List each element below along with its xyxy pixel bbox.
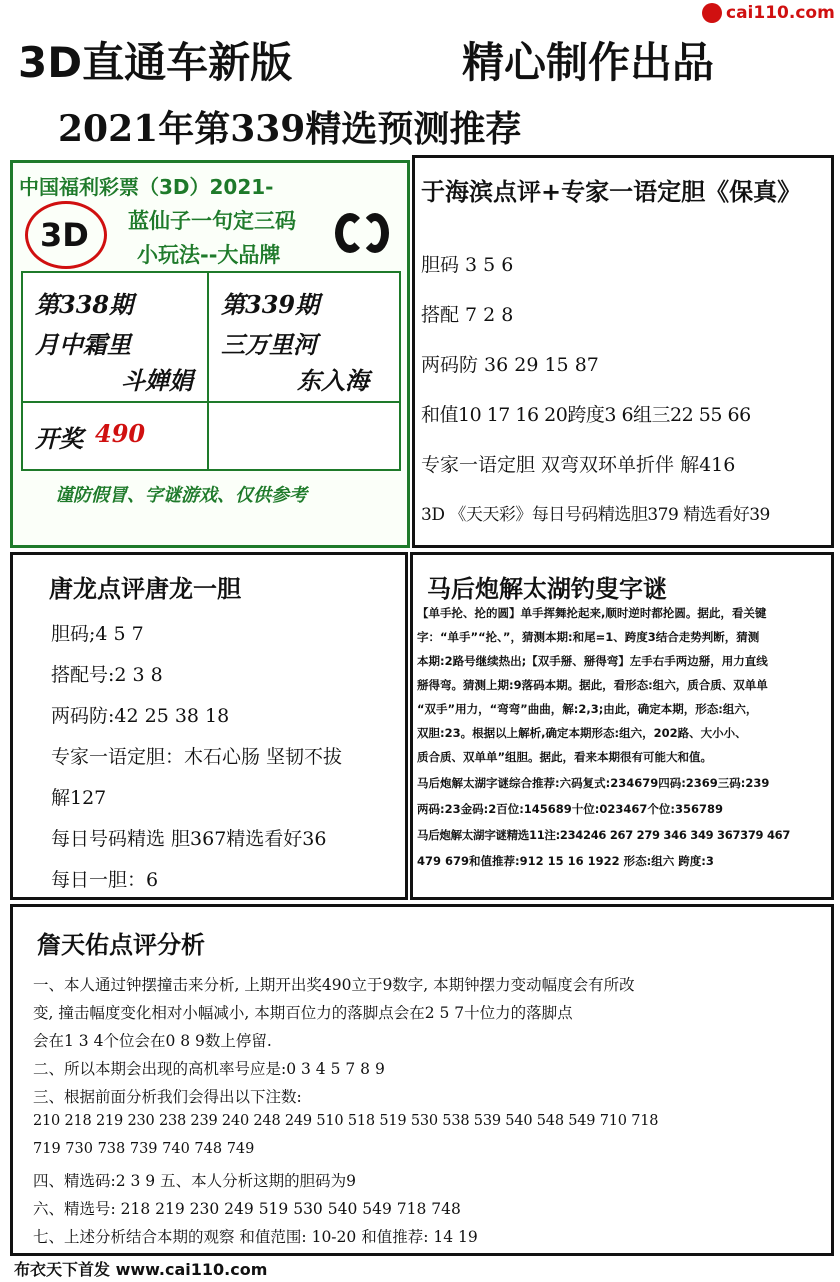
ticket-slogan-1: 蓝仙子一句定三码 bbox=[128, 209, 296, 233]
prev-issue: 第338期 bbox=[35, 290, 134, 319]
yu-line: 两码防 36 29 15 87 bbox=[421, 354, 599, 376]
watermark bbox=[700, 0, 840, 26]
zhan-line: 六、精选号: 218 219 230 249 519 530 540 549 718 748 bbox=[33, 1200, 461, 1218]
tang-title: 唐龙点评唐龙一胆 bbox=[49, 575, 241, 603]
zhan-line: 210 218 219 230 238 239 240 248 249 510 518 519 530 538 539 540 548 549 710 718 bbox=[33, 1113, 659, 1129]
zhan-line: 七、上述分析结合本期的观察 和值范围: 10-20 和值推荐: 14 19 bbox=[33, 1228, 478, 1246]
tang-lines bbox=[51, 619, 401, 889]
riddle-grid bbox=[21, 271, 401, 471]
zhan-line: 三、根据前面分析我们会得出以下注数: bbox=[33, 1088, 302, 1106]
draw-value: 490 bbox=[95, 419, 146, 448]
draw-label: 开奖 bbox=[35, 424, 83, 453]
tang-line: 搭配号:2 3 8 bbox=[51, 664, 163, 686]
tang-line: 每日一胆：6 bbox=[51, 869, 159, 891]
prev-riddle-line2: 斗婵娟 bbox=[121, 366, 193, 395]
ma-lines bbox=[417, 605, 831, 895]
tang-line: 专家一语定胆：木石心肠 坚韧不拔 bbox=[51, 746, 343, 768]
ma-line: 马后炮解太湖字谜精选11注:234246 267 279 346 349 367379 467 bbox=[417, 828, 791, 842]
ma-section bbox=[410, 552, 834, 900]
zhan-line: 会在1 3 4个位会在0 8 9数上停留. bbox=[33, 1032, 272, 1050]
zhan-line: 二、所以本期会出现的高机率号应是:0 3 4 5 7 8 9 bbox=[33, 1060, 385, 1078]
page-footer: 布衣天下首发 www.cai110.com bbox=[14, 1260, 268, 1279]
ticket-top-title: 中国福利彩票（3D）2021- bbox=[19, 175, 274, 199]
yu-line: 3D 《天天彩》每日号码精选胆379 精选看好39 bbox=[421, 505, 770, 525]
ticket-slogan-2: 小玩法--大品牌 bbox=[137, 243, 281, 267]
zhan-lines bbox=[33, 973, 829, 1253]
zhan-line: 一、本人通过钟摆撞击来分析, 上期开出奖490立于9数字, 本期钟摆力变动幅度会有所改 bbox=[33, 976, 635, 994]
zhan-line: 719 730 738 739 740 748 749 bbox=[33, 1141, 255, 1157]
ma-line: 【单手抡、抡的圆】单手挥舞抡起来,顺时逆时都抡圆。据此，看关键 bbox=[417, 606, 767, 620]
tang-line: 解127 bbox=[51, 787, 107, 809]
ticket-logo-text: 3D bbox=[40, 216, 89, 254]
ticket-footer: 谨防假冒、字谜游戏、仅供参考 bbox=[55, 485, 307, 506]
yu-line: 胆码 3 5 6 bbox=[421, 254, 514, 276]
ma-line: 马后炮解太湖字谜综合推荐:六码复式:234679四码:2369三码:239 bbox=[417, 776, 770, 790]
ma-line: 质合质、双单单”组胆。据此，看来本期很有可能大和值。 bbox=[417, 750, 713, 764]
yu-line: 专家一语定胆 双弯双环单折伴 解416 bbox=[421, 454, 736, 476]
zhan-line: 四、精选码:2 3 9 五、本人分析这期的胆码为9 bbox=[33, 1172, 356, 1190]
yu-section bbox=[412, 155, 834, 548]
watermark-logo-icon bbox=[702, 3, 722, 23]
ma-line: 字：“单手”“抡、”，猜测本期:和尾=1、跨度3结合走势判断，猜测 bbox=[417, 630, 760, 644]
tang-line: 两码防:42 25 38 18 bbox=[51, 705, 230, 727]
zhan-line: 变, 撞击幅度变化相对小幅减小, 本期百位力的落脚点会在2 5 7十位力的落脚点 bbox=[33, 1004, 573, 1022]
yu-title: 于海滨点评+专家一语定胆《保真》 bbox=[421, 178, 802, 206]
ma-title: 马后炮解太湖钓叟字谜 bbox=[427, 575, 667, 603]
tang-line: 每日号码精选 胆367精选看好36 bbox=[51, 828, 327, 850]
ma-line: “双手”用力，“弯弯”曲曲，解:2,3;由此，确定本期，形态:组六， bbox=[417, 702, 758, 716]
tang-section bbox=[10, 552, 408, 900]
ticket-panel bbox=[10, 160, 410, 548]
cur-riddle-line1: 三万里河 bbox=[221, 330, 317, 359]
header-left-title: 3D直通车新版 bbox=[18, 38, 293, 87]
ma-line: 掰得弯。猜测上期:9落码本期。据此，看形态:组六，质合质、双单单 bbox=[417, 678, 768, 692]
ma-line: 两码:23金码:2百位:145689十位:023467个位:356789 bbox=[417, 802, 724, 816]
ma-line: 本期:2路号继续热出;【双手掰、掰得弯】左手右手两边掰，用力直线 bbox=[417, 654, 768, 668]
ma-line: 双胆:23。根据以上解析,确定本期形态:组六，202路、大小小、 bbox=[417, 726, 747, 740]
header-right-title: 精心制作出品 bbox=[462, 38, 715, 87]
zhan-title: 詹天佑点评分析 bbox=[37, 931, 205, 959]
tang-line: 胆码;4 5 7 bbox=[51, 623, 144, 645]
yu-line: 搭配 7 2 8 bbox=[421, 304, 514, 326]
watermark-site: cai110.com bbox=[726, 3, 835, 23]
cur-issue: 第339期 bbox=[221, 290, 320, 319]
prev-riddle-line1: 月中霜里 bbox=[35, 330, 131, 359]
zhan-section bbox=[10, 904, 834, 1256]
lottery-brand-icon bbox=[335, 209, 393, 259]
yu-line: 和值10 17 16 20跨度3 6组三22 55 66 bbox=[421, 404, 751, 426]
ma-line: 479 679和值推荐:912 15 16 1922 形态:组六 跨度:3 bbox=[417, 854, 714, 868]
header-subtitle: 2021年第339精选预测推荐 bbox=[58, 108, 522, 150]
cur-riddle-line2: 东入海 bbox=[297, 366, 369, 395]
ticket-3d-logo bbox=[25, 201, 107, 269]
yu-lines bbox=[421, 250, 831, 540]
